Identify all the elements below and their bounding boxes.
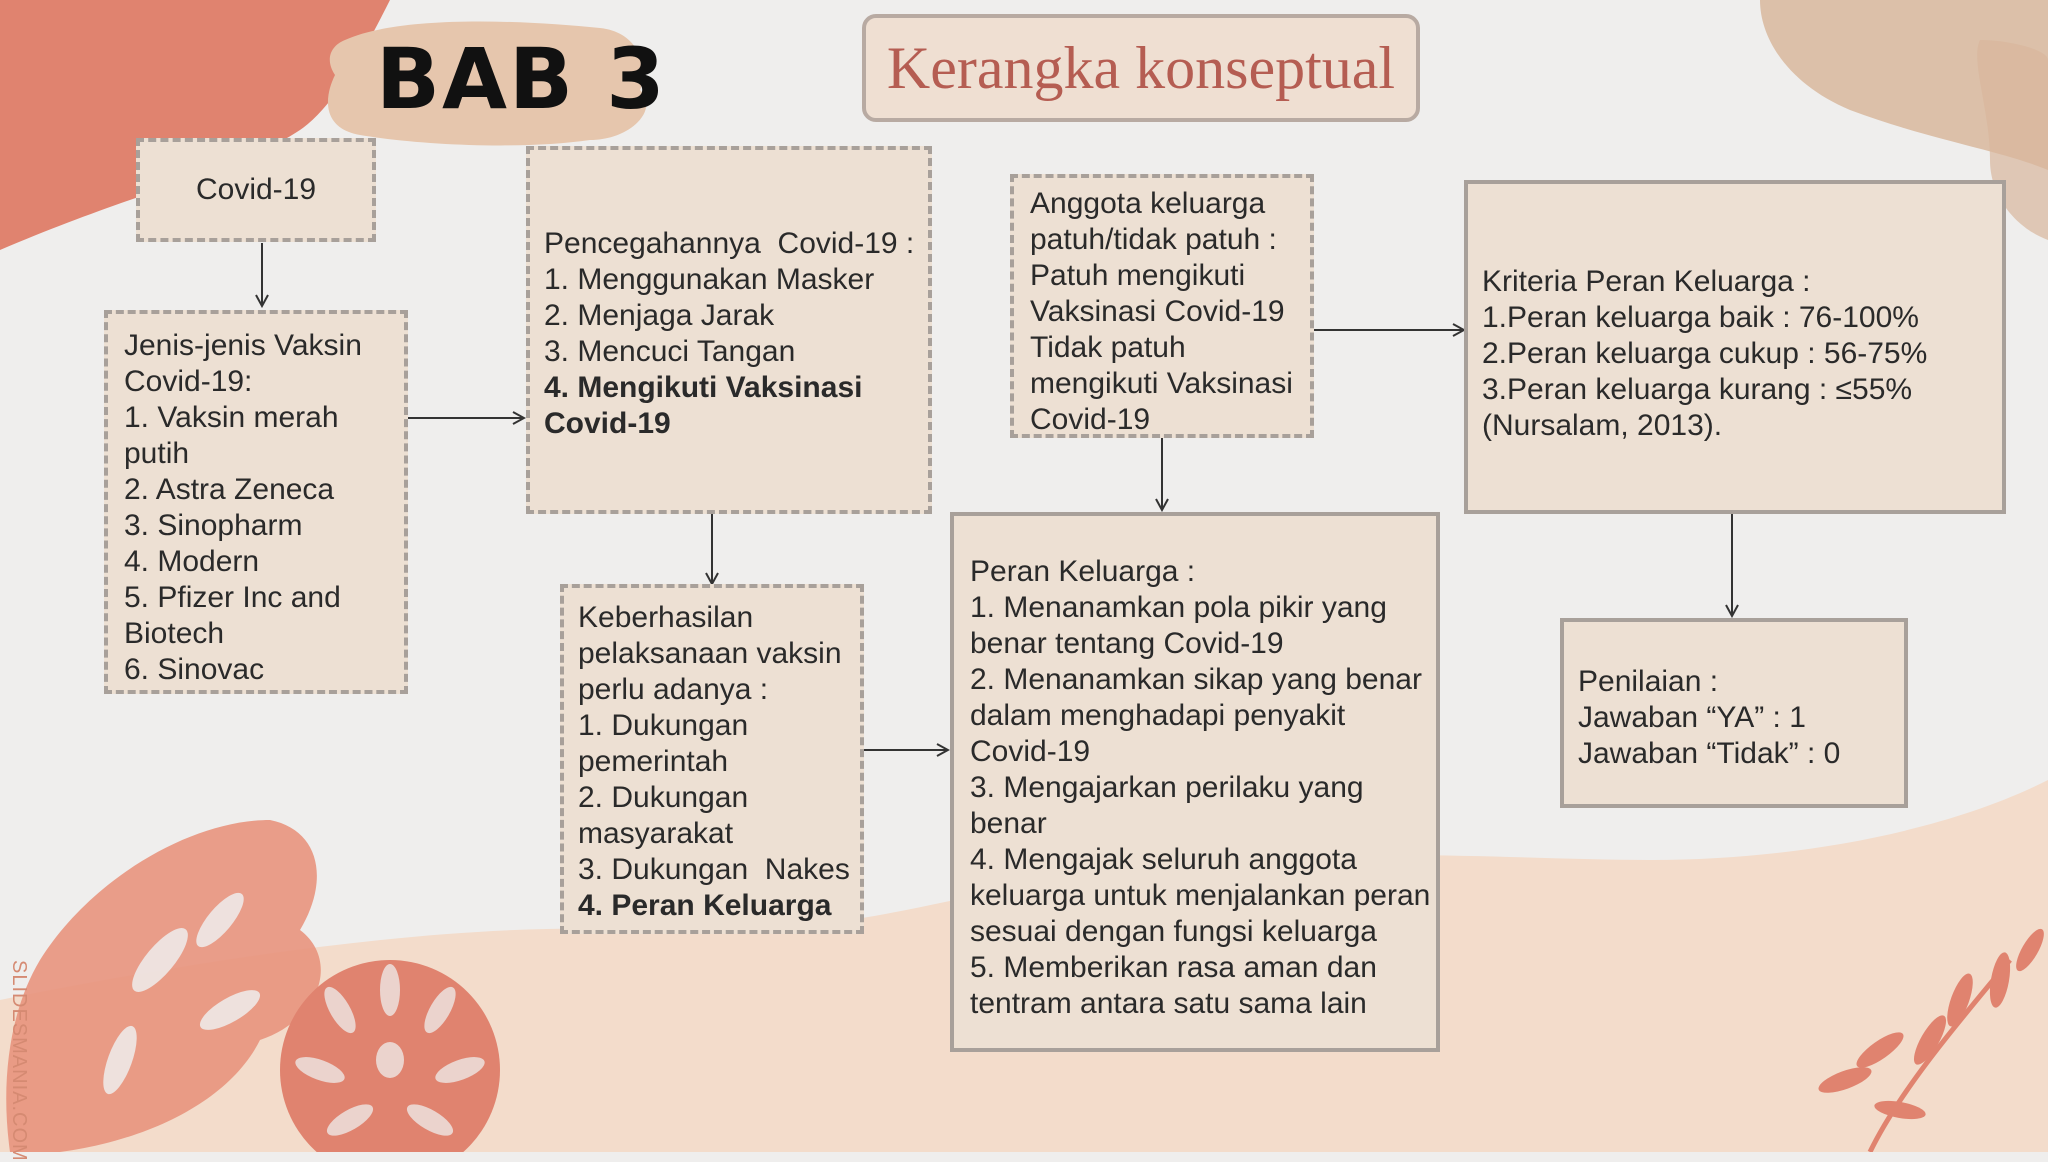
vaksin-line: putih [124,437,190,470]
anggota-line: Tidak patuh [1030,331,1186,364]
pencegahan-line: 3. Mencuci Tangan [544,335,796,368]
box-kriteria [1464,180,2006,514]
peran-line: 3. Mengajarkan perilaku yang [970,771,1364,804]
vaksin-line: 1. Vaksin merah [124,401,339,434]
box-peran-keluarga [950,512,1440,1052]
keberhasilan-line: pelaksanaan vaksin [578,637,842,670]
keberhasilan-line: 2. Dukungan [578,781,749,814]
box-covid-line: Covid-19 [195,173,317,206]
peran-line: keluarga untuk menjalankan peran [970,879,1431,912]
peran-line: 5. Memberikan rasa aman dan [970,951,1377,984]
anggota-line: mengikuti Vaksinasi [1030,367,1293,400]
anggota-line: Covid-19 [1030,403,1151,436]
peran-line: tentram antara satu sama lain [970,987,1367,1020]
peran-line: Covid-19 [970,735,1091,768]
box-jenis-vaksin [104,310,408,694]
vaksin-line: 3. Sinopharm [124,509,303,542]
kriteria-line: (Nursalam, 2013). [1482,409,1723,442]
peran-line: benar [970,807,1047,840]
watermark [2,960,32,1162]
keberhasilan-line: perlu adanya : [578,673,769,706]
box-pencegahan [526,146,932,514]
pencegahan-line-bold: 4. Mengikuti Vaksinasi [544,371,863,404]
box-anggota [1010,174,1314,438]
kriteria-line: 2.Peran keluarga cukup : 56-75% [1482,337,1928,370]
keberhasilan-line-bold: 4. Peran Keluarga [578,889,832,922]
keberhasilan-line: 3. Dukungan Nakes [578,853,850,886]
keberhasilan-line: masyarakat [578,817,734,850]
vaksin-line: Biotech [124,617,225,650]
anggota-line: Anggota keluarga [1030,187,1266,220]
peran-line: 1. Menanamkan pola pikir yang [970,591,1387,624]
keberhasilan-line: Keberhasilan [578,601,754,634]
peran-line: benar tentang Covid-19 [970,627,1284,660]
pencegahan-line: Pencegahannya Covid-19 : [544,227,915,260]
penilaian-line: Jawaban “YA” : 1 [1578,701,1806,734]
penilaian-line: Penilaian : [1578,665,1719,698]
keberhasilan-line: pemerintah [578,745,729,778]
box-keberhasilan [560,584,864,934]
anggota-line: Vaksinasi Covid-19 [1030,295,1285,328]
vaksin-line: Covid-19: [124,365,253,398]
vaksin-line: 4. Modern [124,545,260,578]
keberhasilan-line: 1. Dukungan [578,709,749,742]
box-covid [136,138,376,242]
vaksin-line: Jenis-jenis Vaksin [124,329,362,362]
penilaian-line: Jawaban “Tidak” : 0 [1578,737,1841,770]
vaksin-line: 5. Pfizer Inc and [124,581,341,614]
page-title: Kerangka konseptual [886,34,1396,101]
anggota-line: Patuh mengikuti [1030,259,1246,292]
kriteria-line: 3.Peran keluarga kurang : ≤55% [1482,373,1913,406]
pencegahan-line: 1. Menggunakan Masker [544,263,875,296]
vaksin-line: 2. Astra Zeneca [124,473,335,506]
chapter-label: BAB 3 [376,30,667,128]
kriteria-line: 1.Peran keluarga baik : 76-100% [1482,301,1919,334]
kriteria-line: Kriteria Peran Keluarga : [1482,265,1811,298]
peran-line: 4. Mengajak seluruh anggota [970,843,1357,876]
peran-line: 2. Menanamkan sikap yang benar [970,663,1422,696]
pencegahan-line-bold: Covid-19 [544,407,671,440]
box-penilaian [1560,618,1908,808]
peran-line: Peran Keluarga : [970,555,1196,588]
anggota-line: patuh/tidak patuh : [1030,223,1277,256]
peran-line: sesuai dengan fungsi keluarga [970,915,1377,948]
pencegahan-line: 2. Menjaga Jarak [544,299,775,332]
peran-line: dalam menghadapi penyakit [970,699,1346,732]
vaksin-line: 6. Sinovac [124,653,265,686]
watermark-text: SLIDESMANIA.COM [8,960,30,1162]
